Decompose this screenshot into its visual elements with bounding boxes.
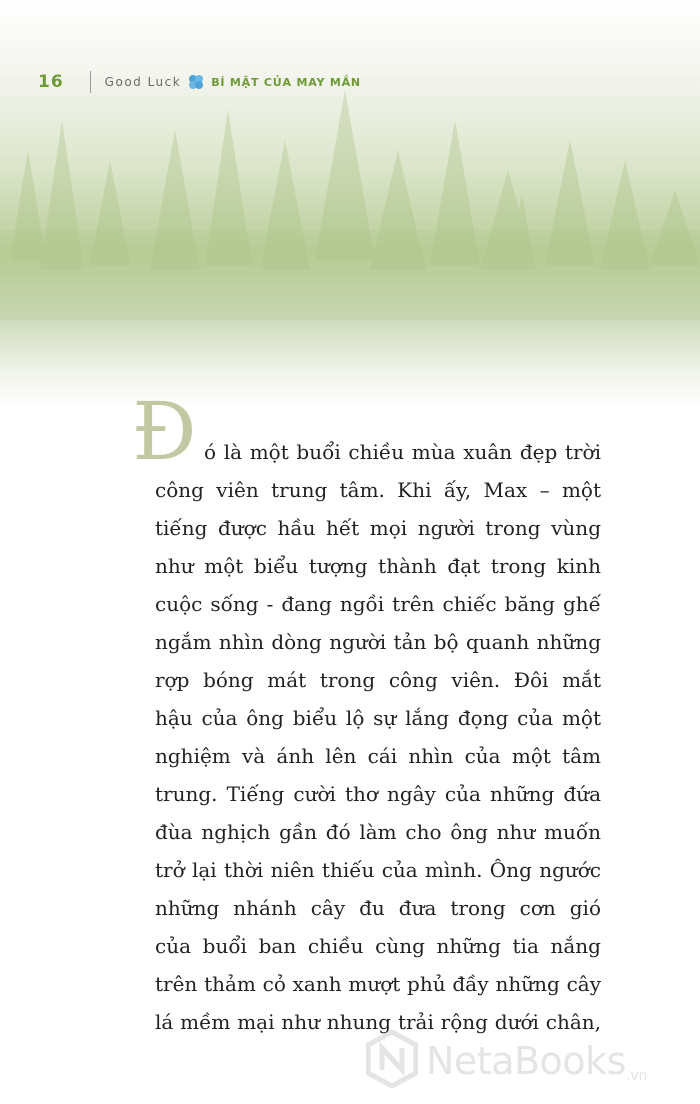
text-line: trên thảm cỏ xanh mượt phủ đầy những cây xyxy=(155,972,601,996)
text-line: cuộc sống - đang ngồi trên chiếc băng ghế xyxy=(155,592,601,616)
text-line: trung. Tiếng cười thơ ngây của những đứa xyxy=(155,782,601,806)
watermark-brand: NetaBooks xyxy=(426,1039,626,1083)
watermark-suffix: .vn xyxy=(625,1068,648,1084)
text-line: công viên trung tâm. Khi ấy, Max – một xyxy=(155,478,601,502)
text-line: những nhánh cây đu đưa trong cơn gió xyxy=(155,896,601,920)
book-title-vietnamese: BÍ MẬT CỦA MAY MẮN xyxy=(211,75,361,89)
page-number: 16 xyxy=(38,72,64,92)
text-line: lá mềm mại như nhung trải rộng dưới chân, xyxy=(155,1010,601,1034)
text-line: tiếng được hầu hết mọi người trong vùng xyxy=(155,516,601,540)
text-line: đùa nghịch gần đó làm cho ông như muốn xyxy=(155,820,601,844)
text-line: ó là một buổi chiều mùa xuân đẹp trời xyxy=(204,440,601,464)
drop-cap: Đ xyxy=(132,385,197,478)
text-line: nghiệm và ánh lên cái nhìn của một tâm xyxy=(155,744,601,768)
text-line: ngắm nhìn dòng người tản bộ quanh những xyxy=(155,630,601,654)
netabooks-logo-icon xyxy=(366,1030,418,1092)
text-line: như một biểu tượng thành đạt trong kinh xyxy=(155,554,601,578)
book-title-english: Good Luck xyxy=(104,75,182,89)
text-line: hậu của ông biểu lộ sự lắng đọng của một xyxy=(155,706,601,730)
netabooks-watermark xyxy=(366,1030,647,1092)
text-line: trở lại thời niên thiếu của mình. Ông ngước xyxy=(155,858,601,882)
text-line: rợp bóng mát trong công viên. Đôi mắt xyxy=(155,668,601,692)
text-line: của buổi ban chiều cùng những tia nắng xyxy=(155,934,601,958)
